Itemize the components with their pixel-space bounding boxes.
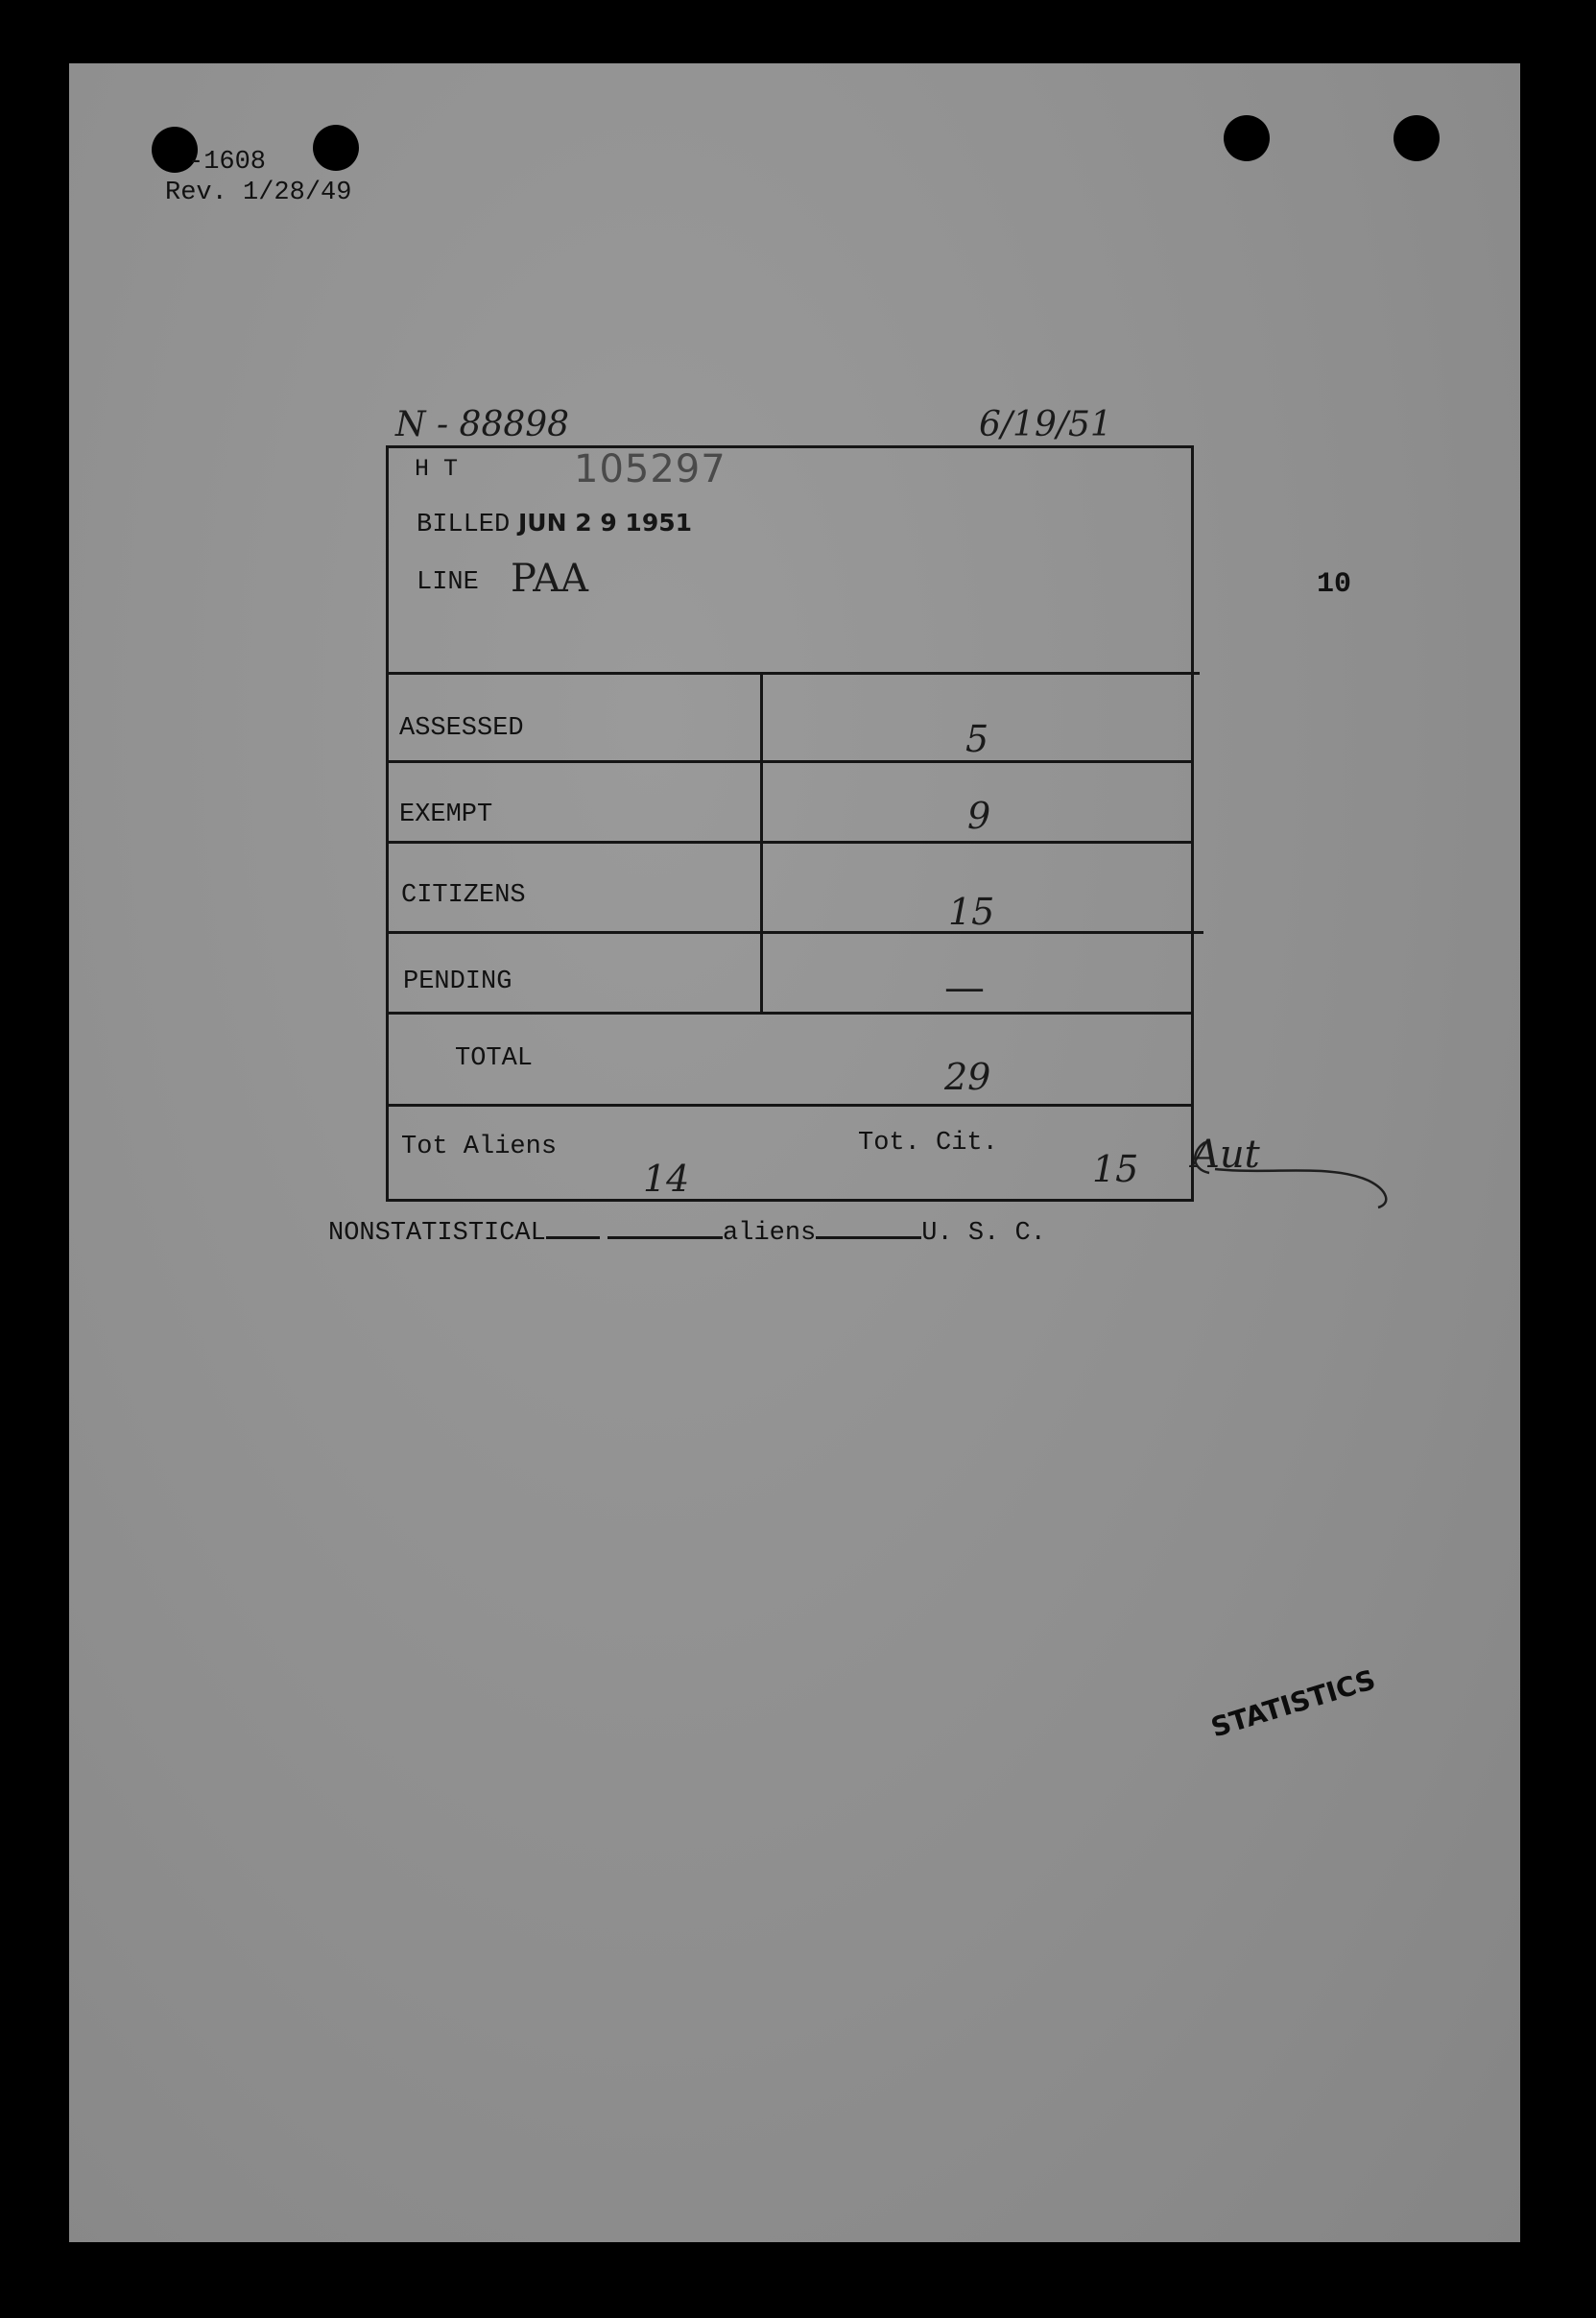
row-value-citizens: 15 — [948, 891, 995, 933]
row-label-citizens: CITIZENS — [401, 881, 526, 910]
divider-assessed — [386, 760, 1194, 763]
nonstatistical-usc-label: U. S. C. — [921, 1219, 1046, 1248]
ht-stamp-number: 105297 — [574, 447, 727, 491]
tot-aliens-label: Tot Aliens — [401, 1133, 558, 1161]
statistics-stamp: STATISTICS — [1207, 1663, 1379, 1744]
line-label: LINE — [417, 568, 479, 597]
row-value-exempt: 9 — [967, 795, 991, 837]
total-label: TOTAL — [455, 1044, 534, 1073]
divider-header — [386, 672, 1200, 675]
divider-exempt — [386, 841, 1194, 844]
nonstatistical-aliens-label: aliens — [723, 1219, 817, 1248]
form-number: -1608 — [188, 148, 267, 177]
nonstatistical-blank-3 — [816, 1236, 921, 1239]
tally-form-box — [386, 445, 1194, 1202]
row-label-assessed: ASSESSED — [399, 714, 524, 743]
line-value: PAA — [511, 557, 589, 601]
margin-number: 10 — [1317, 568, 1352, 601]
tot-cit-value: 15 — [1092, 1148, 1139, 1190]
signature-flourish — [1186, 1131, 1397, 1223]
nonstatistical-label: NONSTATISTICAL — [328, 1219, 546, 1248]
initials-signature: Aut — [1192, 1133, 1260, 1177]
punch-hole-right-2 — [1394, 115, 1440, 161]
row-label-exempt: EXEMPT — [399, 801, 493, 829]
billed-label: BILLED — [417, 511, 511, 539]
ht-label: H T — [415, 455, 459, 483]
total-value: 29 — [944, 1056, 991, 1098]
tot-aliens-value: 14 — [643, 1158, 690, 1200]
nonstatistical-line — [328, 1219, 1046, 1248]
divider-citizens — [386, 931, 1203, 934]
divider-pending — [386, 1012, 1194, 1015]
column-divider — [760, 672, 763, 1012]
divider-total — [386, 1104, 1194, 1107]
header-date: 6/19/51 — [979, 405, 1112, 444]
nonstatistical-blank-1 — [546, 1236, 600, 1239]
punch-hole-left-2 — [313, 125, 359, 171]
nonstatistical-blank-2 — [607, 1236, 723, 1239]
punch-hole-right-1 — [1224, 115, 1270, 161]
row-value-pending: — — [944, 964, 985, 1011]
row-value-assessed: 5 — [965, 718, 989, 760]
tot-cit-label: Tot. Cit. — [858, 1129, 998, 1158]
form-revision: Rev. 1/28/49 — [165, 179, 352, 207]
row-label-pending: PENDING — [403, 968, 512, 996]
file-number: N - 88898 — [395, 405, 570, 444]
billed-date-stamp: JUN 2 9 1951 — [518, 509, 693, 537]
